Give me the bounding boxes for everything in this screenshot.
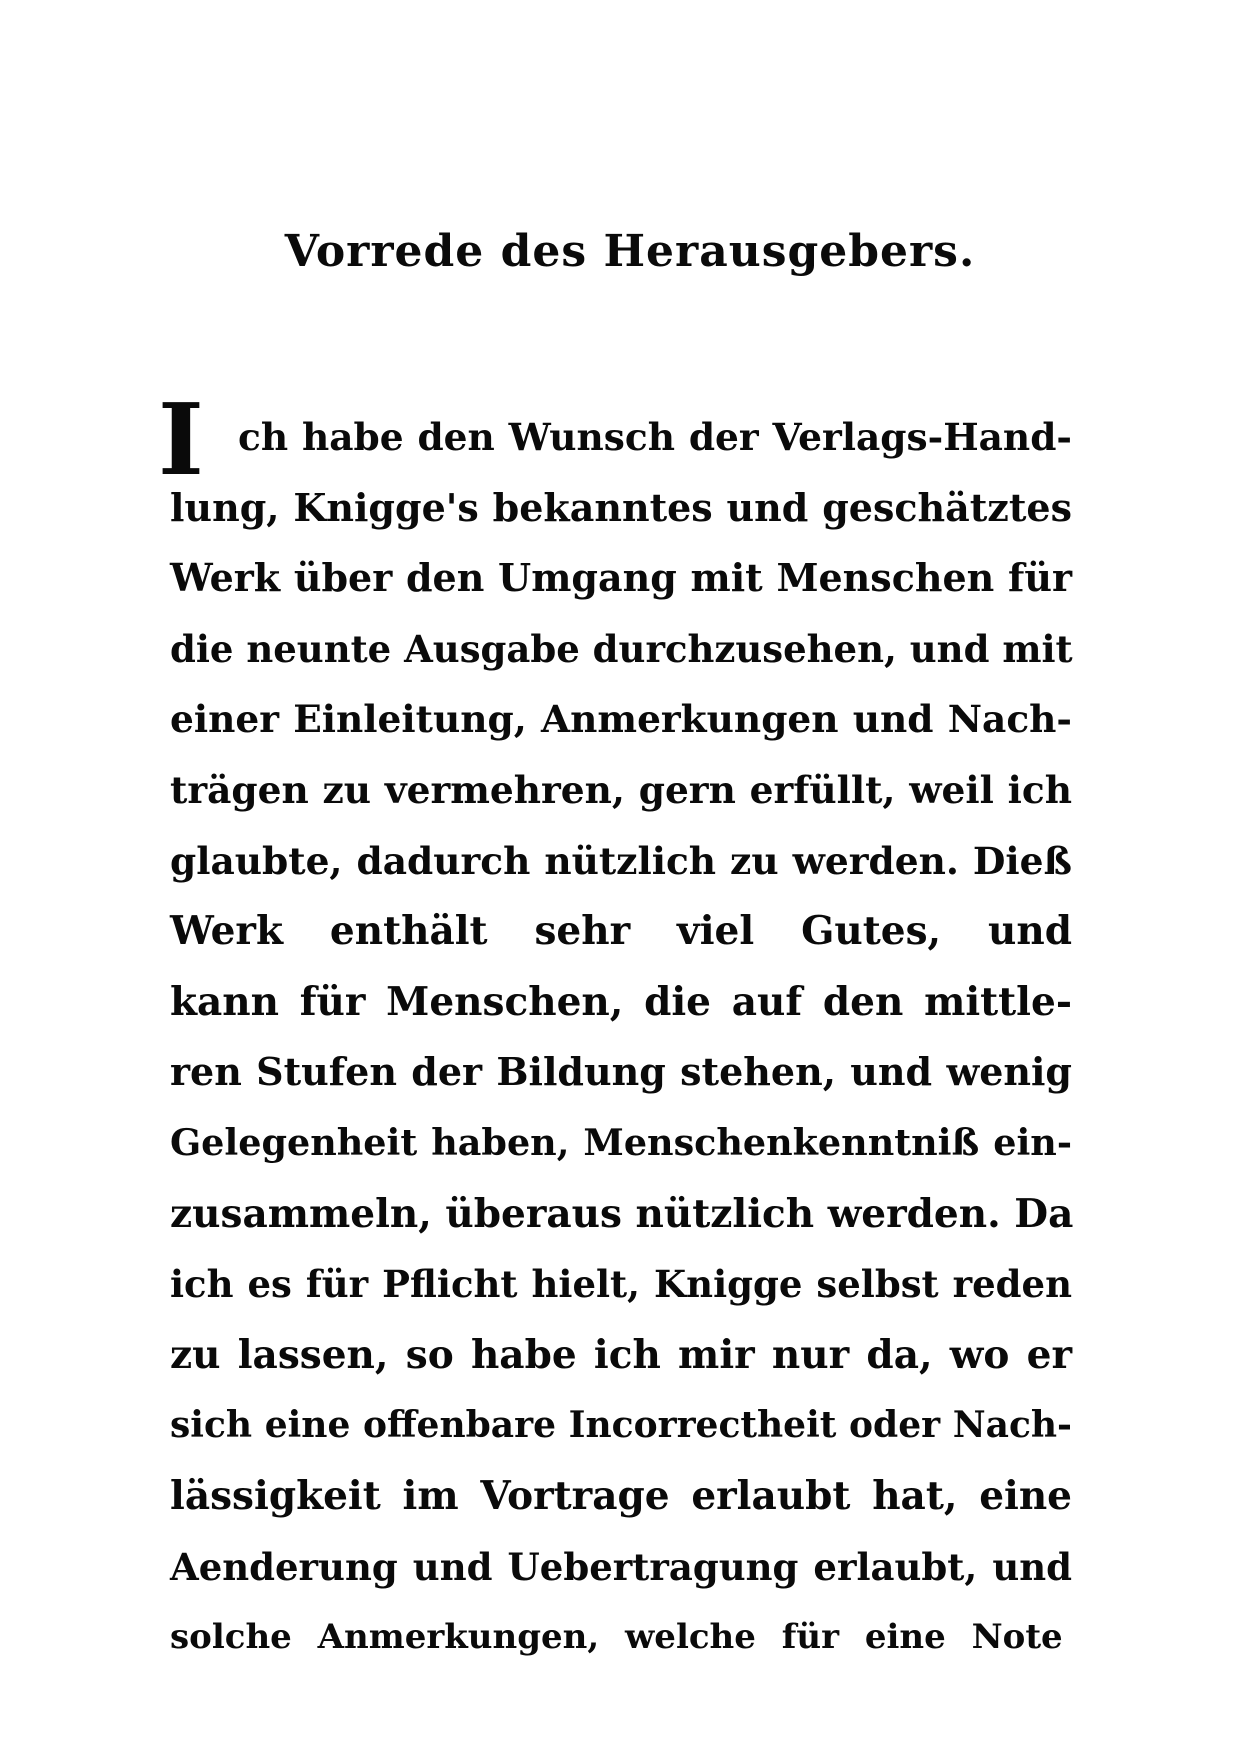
drop-initial: I	[158, 383, 204, 498]
text-line: Werk über den Umgang mit Menschen für	[170, 555, 1072, 601]
text-line: glaubte, dadurch nützlich zu werden. Dieß	[170, 838, 1072, 883]
text-line-1	[158, 383, 1072, 498]
text-line: Werk enthält sehr viel Gutes, und	[170, 908, 1072, 955]
text-line: einer Einleitung, Anmerkungen und Nach-	[170, 697, 1072, 742]
text-line: zu lassen, so habe ich mir nur da, wo er	[170, 1331, 1072, 1378]
text-line-1-content: ch habe den Wunsch der Verlags-Hand-	[238, 415, 1072, 459]
text-line: lung, Knigge's bekanntes und geschätztes	[170, 484, 1072, 530]
text-line: ren Stufen der Bildung stehen, und wenig	[170, 1049, 1072, 1095]
text-line: sich eine offenbare Incorrectheit oder Nach-	[170, 1404, 1072, 1447]
text-line: zusammeln, überaus nützlich werden. Da	[170, 1190, 1074, 1237]
text-line: lässigkeit im Vortrage erlaubt hat, eine	[170, 1472, 1072, 1519]
text-line: trägen zu vermehren, gern erfüllt, weil ich	[170, 767, 1072, 812]
text-line: ich es für Pflicht hielt, Knigge selbst reden	[170, 1262, 1072, 1307]
text-line: Gelegenheit haben, Menschenkenntniß ein-	[170, 1120, 1072, 1164]
body-text	[158, 383, 1074, 1673]
text-line: Aenderung und Uebertragung erlaubt, und	[170, 1544, 1072, 1589]
text-line: solche Anmerkungen, welche für eine Note	[170, 1617, 1063, 1658]
text-line: kann für Menschen, die auf den mittle-	[170, 978, 1072, 1025]
chapter-title: Vorrede des Herausgebers.	[284, 226, 976, 277]
text-line: die neunte Ausgabe durchzusehen, und mit	[170, 626, 1073, 671]
